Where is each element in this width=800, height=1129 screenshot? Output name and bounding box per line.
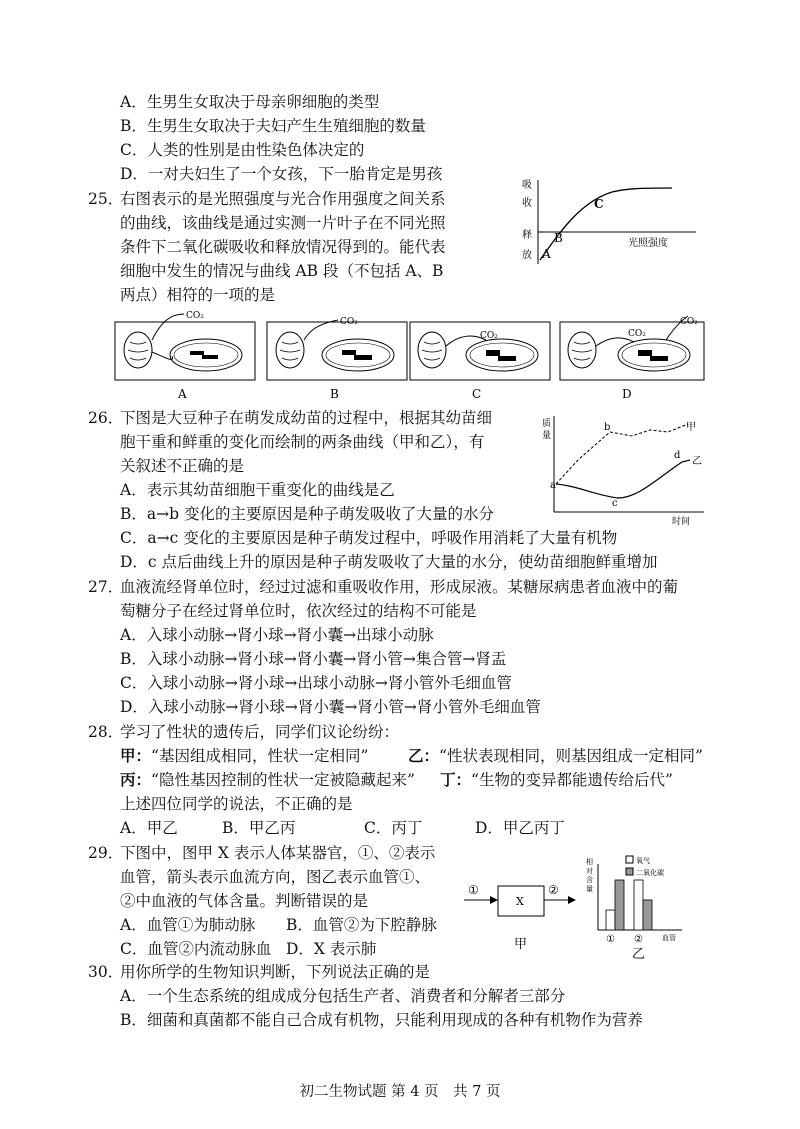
q26-number: 26． [88, 409, 124, 427]
bar-o2-vessel-1 [606, 910, 615, 930]
q26-jia: 甲 [686, 422, 696, 433]
q28-question: 上述四位同学的说法，不正确的是 [120, 795, 353, 813]
chart-ylabel-1: 相 [586, 858, 593, 866]
q26-option-c: C．a→c 变化的主要原因是种子萌发过程中，呼吸作用消耗了大量有机物 [120, 529, 618, 547]
q25-cell-b [267, 317, 407, 380]
q24-option-b: B．生男生女取决于夫妇产生生殖细胞的数量 [120, 117, 426, 135]
q25-line: 两点）相符的一项的是 [120, 286, 276, 304]
q27-option-c: C．入球小动脉→肾小球→出球小动脉→肾小管外毛细血管 [120, 674, 512, 692]
q26-point-c: c [612, 498, 618, 509]
q25-label-a: A [178, 387, 187, 401]
q28-number: 28． [88, 723, 124, 741]
chart-cat-1: ① [606, 934, 615, 945]
q27-line: 萄糖分子在经过肾单位时，依次经过的结构不可能是 [120, 602, 477, 620]
q25-co2-c: CO₂ [480, 331, 498, 341]
chart-ylabel-3: 含 [586, 876, 593, 884]
q28-option-b: B．甲乙丙 [222, 819, 296, 837]
q25-line: 的曲线，该曲线是通过实测一片叶子在不同光照 [120, 214, 446, 232]
q30-option-a: A．一个生态系统的组成成分包括生产者、消费者和分解者三部分 [120, 987, 566, 1005]
q29-figure-yi-chart [582, 850, 712, 962]
chart-ylabel-2: 对 [586, 867, 593, 875]
q27-option-a: A．入球小动脉→肾小球→肾小囊→出球小动脉 [120, 626, 434, 644]
q28-option-c: C．丙丁 [364, 819, 423, 837]
legend-o2-label: 氧气 [636, 857, 650, 865]
q26-x: 时间 [672, 517, 691, 526]
q25-label-d: D [622, 387, 632, 401]
q25-point-c: C [594, 197, 604, 211]
chart-ylabel-4: 量 [586, 885, 593, 893]
q27-line: 血液流经肾单位时，经过过滤和重吸收作用，形成尿液。某糖尿病患者血液中的葡 [120, 578, 679, 596]
q26-point-b: b [604, 422, 611, 433]
q26-y1: 质 [542, 419, 552, 429]
q30-number: 30． [88, 963, 124, 981]
q28-option-a: A．甲乙 [120, 819, 178, 837]
q25-y-top1: 吸 [522, 180, 532, 191]
bar-co2-vessel-1 [615, 880, 624, 930]
q27-option-b: B．入球小动脉→肾小球→肾小囊→肾小管→集合管→肾盂 [120, 650, 507, 668]
q25-co2-d1: CO₂ [628, 329, 646, 339]
q25-y-top2: 收 [522, 198, 532, 209]
q26-line: 关叙述不正确的是 [120, 457, 245, 475]
q26-yi: 乙 [692, 456, 702, 467]
q29-line: 血管，箭头表示血流方向，图乙表示血管①、 [120, 868, 431, 886]
q26-point-d: d [674, 450, 681, 461]
q25-light-curve-figure [520, 176, 700, 266]
q25-label-c: C [472, 387, 482, 401]
q29-number: 29． [88, 844, 124, 862]
q28-intro: 学习了性状的遗传后，同学们议论纷纷： [120, 723, 400, 741]
q25-co2-d2: CO₂ [680, 317, 698, 327]
q28-statement-jia: 甲：“基因组成相同，性状一定相同” [120, 746, 369, 765]
q27-number: 27． [88, 578, 124, 596]
q25-number: 25． [88, 190, 124, 208]
legend-co2-swatch [626, 868, 633, 875]
q29-option-d: D．X 表示肺 [286, 940, 377, 958]
q29-line: 下图中，图甲 X 表示人体某器官，①、②表示 [120, 844, 436, 862]
q28-statement-ding: 丁：“生物的变异都能遗传给后代” [440, 770, 673, 789]
q25-point-b: B [554, 231, 563, 245]
q28-statement-yi: 乙：“性状表现相同，则基因组成一定相同” [408, 746, 703, 765]
q26-option-b: B．a→b 变化的主要原因是种子萌发吸收了大量的水分 [120, 505, 494, 523]
legend-co2-label: 二氧化碳 [636, 869, 664, 877]
q29-option-c: C．血管②内流动脉血 [120, 940, 272, 958]
q24-option-d: D．一对夫妇生了一个女孩，下一胎肯定是男孩 [120, 165, 443, 183]
q29-jia-caption: 甲 [514, 937, 528, 952]
q30-question: 用你所学的生物知识判断，下列说法正确的是 [120, 963, 431, 981]
q29-figure-jia [460, 872, 580, 962]
q25-y-bot2: 放 [522, 250, 532, 261]
q26-point-a: a [550, 480, 556, 491]
q29-option-a: A．血管①为肺动脉 [120, 916, 256, 934]
q26-weight-curve-figure [538, 412, 708, 526]
q25-cell-diagrams [110, 310, 710, 402]
q29-line: ②中血液的气体含量。判断错误的是 [120, 892, 369, 910]
q25-label-b: B [330, 387, 339, 401]
page-footer: 初二生物试题 第 4 页 共 7 页 [299, 1084, 501, 1100]
q30-option-b: B．细菌和真菌都不能自己合成有机物，只能利用现成的各种有机物作为营养 [120, 1011, 643, 1029]
q26-y2: 量 [542, 431, 552, 441]
bar-co2-vessel-2 [643, 900, 652, 930]
q25-co2-b: CO₂ [340, 317, 358, 327]
q25-cell-a [115, 311, 255, 380]
bar-o2-vessel-2 [634, 880, 643, 930]
q29-option-b: B．血管②为下腔静脉 [286, 916, 437, 934]
q25-y-bot1: 释 [522, 230, 532, 241]
q25-line: 细胞中发生的情况与曲线 AB 段（不包括 A、B [120, 262, 444, 280]
q26-line: 下图是大豆种子在萌发成幼苗的过程中，根据其幼苗细 [120, 409, 493, 427]
q26-option-a: A．表示其幼苗细胞干重变化的曲线是乙 [120, 481, 395, 499]
chart-xlabel: 血管 [662, 934, 676, 942]
q25-line: 条件下二氧化碳吸收和释放情况得到的。能代表 [120, 238, 446, 256]
q25-cell-c [410, 322, 550, 380]
q24-option-a: A．生男生女取决于母亲卵细胞的类型 [120, 93, 380, 111]
q28-option-d: D．甲乙丙丁 [475, 819, 565, 837]
legend-o2-swatch [626, 856, 633, 863]
q25-line: 右图表示的是光照强度与光合作用强度之间关系 [120, 190, 446, 208]
q28-statement-bing: 丙：“隐性基因控制的性状一定被隐藏起来” [120, 770, 415, 789]
q29-jia-in: ① [468, 883, 479, 897]
q25-co2-a: CO₂ [186, 311, 204, 321]
q25-cell-d [560, 316, 704, 380]
q27-option-d: D．入球小动脉→肾小球→肾小囊→肾小管→肾小管外毛细血管 [120, 698, 541, 716]
q25-x-label: 光照强度 [628, 238, 668, 249]
q29-jia-box: X [516, 895, 524, 908]
q25-point-a: A [542, 247, 551, 261]
q26-line: 胞干重和鲜重的变化而绘制的两条曲线（甲和乙），有 [120, 433, 485, 451]
q29-yi-caption: 乙 [632, 947, 646, 962]
q24-option-c: C．人类的性别是由性染色体决定的 [120, 141, 365, 159]
q29-jia-out: ② [548, 883, 559, 897]
chart-cat-2: ② [634, 934, 643, 945]
q26-option-d: D．c 点后曲线上升的原因是种子萌发吸收了大量的水分，使幼苗细胞鲜重增加 [120, 553, 658, 571]
